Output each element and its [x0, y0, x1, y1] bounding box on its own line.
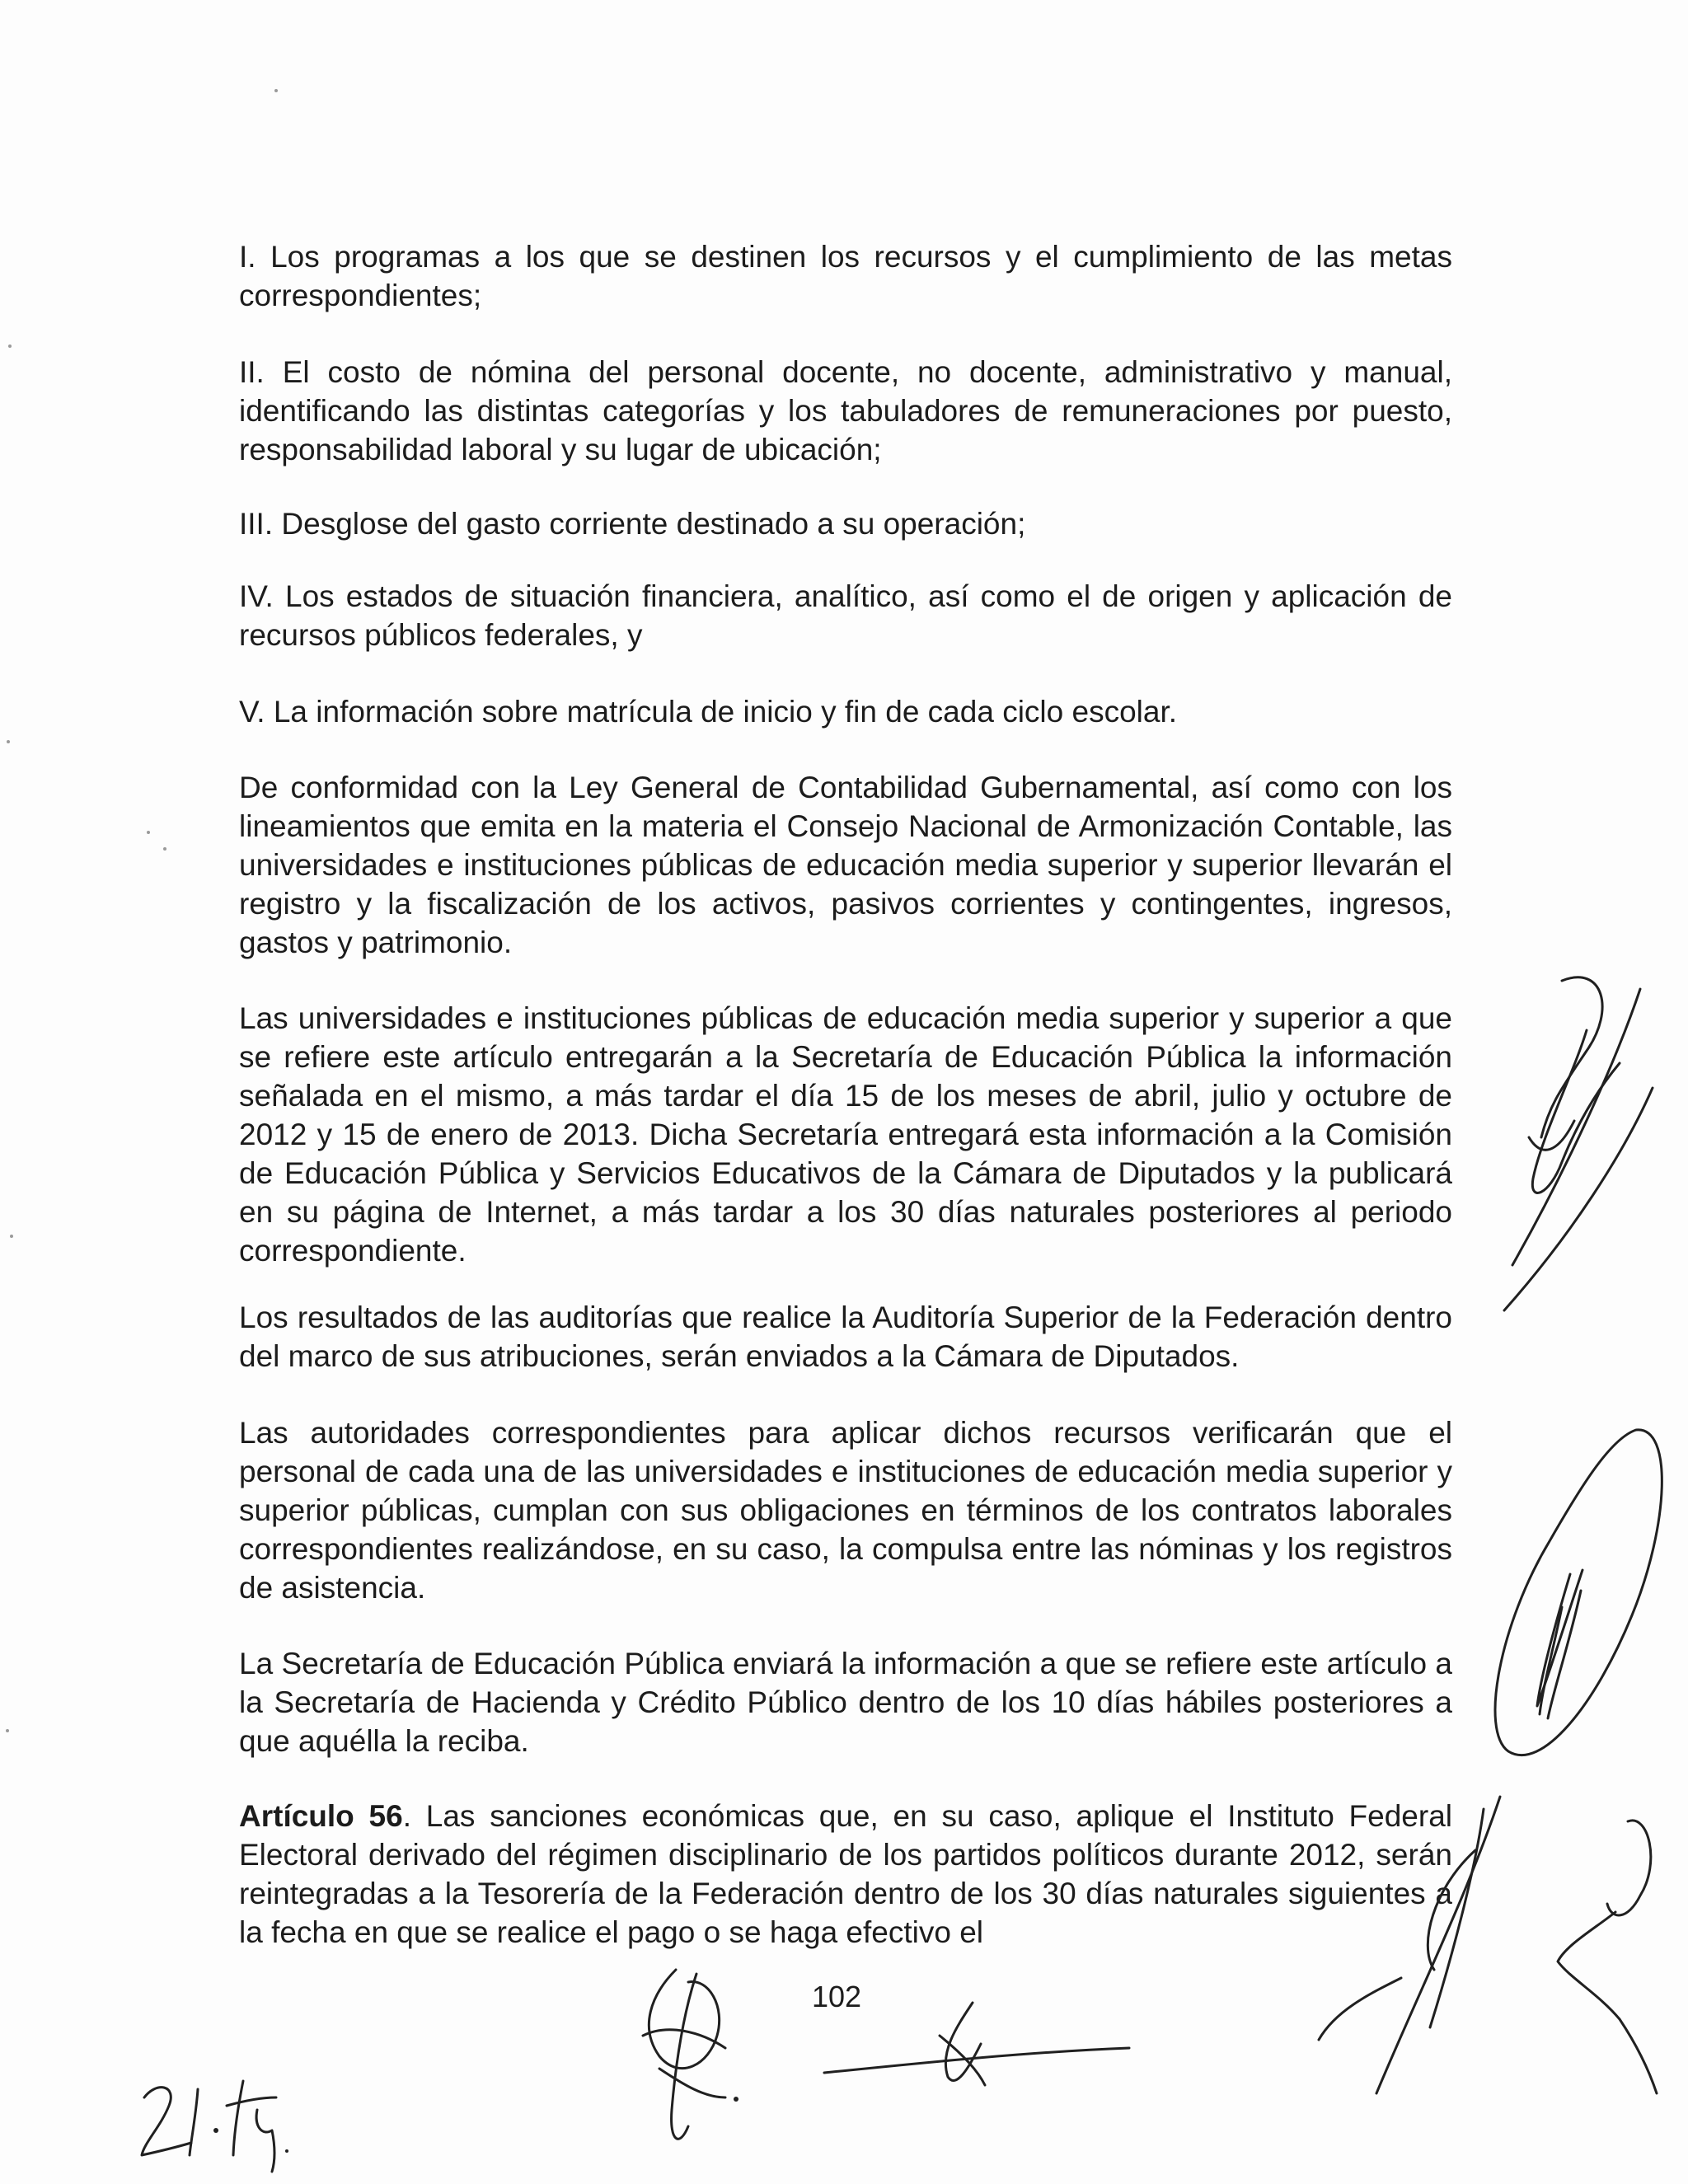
paragraph-auditorias: Los resultados de las auditorías que realice la Auditoría Superior de la Federación dentro del marco de sus atribuciones, serán enviados a la Cámara de Diputados.: [239, 1301, 1452, 1373]
item-i: I. Los programas a los que se destinen los recursos y el cumplimiento de las metas correspondientes;: [239, 240, 1452, 312]
item-ii: II. El costo de nómina del personal docente, no docente, administrativo y manual, identificando las distintas categorías y los tabuladores de remuneraciones por puesto, responsabilidad laboral y su lugar de ubicación;: [239, 355, 1452, 466]
item-v: V. La información sobre matrícula de inicio y fin de cada ciclo escolar.: [239, 695, 1178, 729]
article-label: Artículo 56: [239, 1799, 403, 1833]
paragraph-contabilidad: De conformidad con la Ley General de Contabilidad Gubernamental, así como con los lineamientos que emita en la materia el Consejo Nacional de Armonización Contable, las universidades e instituciones públicas de educación media superior y superior llevarán el registro y la fiscalización de los activos, pasivos corrientes y contingentes, ingresos, gastos y patrimonio.: [239, 771, 1452, 959]
item-iii: III. Desglose del gasto corriente destinado a su operación;: [239, 507, 1026, 541]
signature-right-bottom: [1319, 1797, 1657, 2093]
signature-bottom-center: [643, 1970, 738, 2139]
paragraph-entrega-informacion: Las universidades e instituciones públicas de educación media superior y superior a que se refiere este artículo entregarán a la Secretaría de Educación Pública la información señalada en el mismo, a más tardar el día 15 de los meses de abril, julio y octubre de 2012 y 15 de enero de 2013. Dicha Secretaría entregará esta información a la Comisión de Educación Pública y Servicios Educativos de la Cámara de Diputados y la publicará en su página de Internet, a más tardar a los 30 días naturales posteriores al periodo correspondiente.: [239, 1001, 1452, 1268]
item-iv: IV. Los estados de situación financiera, analítico, así como el de origen y aplicación de recursos públicos federales, y: [239, 579, 1452, 652]
page-number: 102: [812, 1980, 862, 2013]
scan-noise: [6, 89, 278, 1732]
signature-right-top: [1504, 977, 1653, 1310]
article-text: . Las sanciones económicas que, en su caso, aplique el Instituto Federal Electoral derivado del régimen disciplinario de los partidos políticos durante 2012, serán reintegradas a la Tesorería de la Federación dentro de los 30 días naturales siguientes a la fecha en que se realice el pago o se haga efectivo el: [239, 1799, 1453, 1949]
handwritten-note: [142, 2081, 288, 2172]
signature-right-middle: [1495, 1430, 1662, 1755]
signature-bottom-line: [824, 2003, 1129, 2085]
paragraph-secretaria: La Secretaría de Educación Pública enviará la información a que se refiere este artículo a la Secretaría de Hacienda y Crédito Público dentro de los 10 días hábiles posteriores a que aquélla la reciba.: [239, 1647, 1452, 1758]
paragraph-autoridades: Las autoridades correspondientes para aplicar dichos recursos verificarán que el personal de cada una de las universidades e instituciones de educación media superior y superior públicas, cumplan con sus obligaciones en términos de los contratos laborales correspondientes realizándose, en su caso, la compulsa entre las nóminas y los registros de asistencia.: [239, 1416, 1452, 1605]
